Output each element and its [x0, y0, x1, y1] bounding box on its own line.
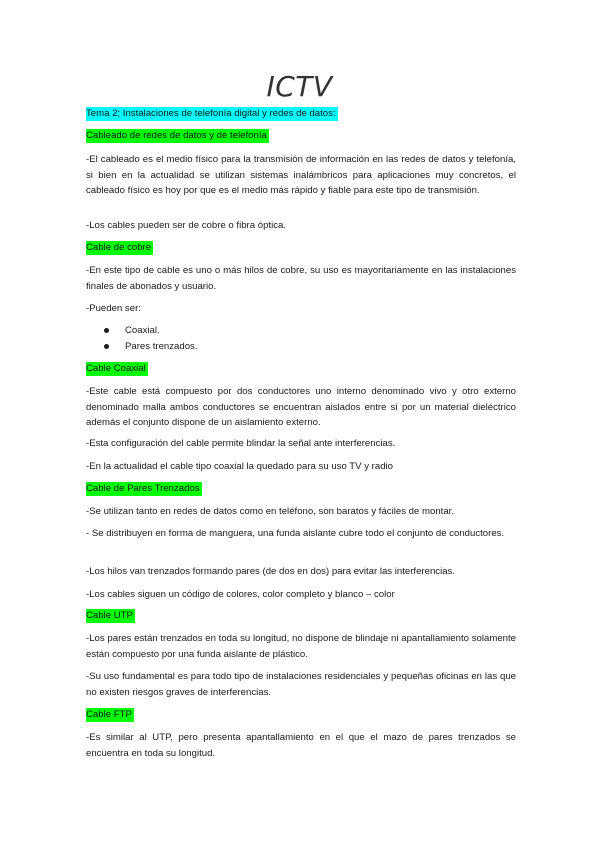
section-heading-row	[86, 128, 516, 144]
list-item	[104, 339, 504, 355]
paragraph: -En este tipo de cable es uno o más hilos de cobre, su uso es mayoritariamente en las instalaciones finales de abonados y usuario.	[86, 265, 516, 292]
paragraph: -Los cables pueden ser de cobre o fibra óptica.	[86, 220, 286, 231]
paragraph: -Es similar al UTP, pero presenta apantallamiento en el que el mazo de pares trenzados se encuentra en toda su longitud.	[86, 732, 516, 759]
bullet-icon	[104, 328, 109, 333]
section-heading-row	[86, 481, 516, 497]
section-heading-cable-cobre: Cable de cobre	[86, 242, 152, 253]
paragraph: -Los hilos van trenzados formando pares (de dos en dos) para evitar las interferencias.	[86, 566, 456, 577]
section-heading-row	[86, 608, 516, 624]
paragraph: -Pueden ser:	[86, 303, 141, 314]
section-heading-cableado: Cableado de redes de datos y de telefonía	[86, 130, 267, 141]
paragraph: - Se distribuyen en forma de manguera, una funda aislante cubre todo el conjunto de conductores.	[86, 528, 505, 539]
section-heading-pares-trenzados: Cable de Pares Trenzados	[86, 483, 200, 494]
paragraph: -El cableado es el medio físico para la transmisión de información en las redes de datos y telefonía, si bien en la actualidad se utilizan sistemas inalámbricos para aplicaciones muy concretos, el cableado físico es hoy por que es el medio más rápido y fiable para este tipo de transmisión.	[86, 154, 516, 197]
paragraph: -Su uso fundamental es para todo tipo de instalaciones residenciales y pequeñas oficinas en las que no existen riesgos graves de interferencias.	[86, 671, 516, 698]
list-item	[104, 323, 504, 339]
topic-heading: Tema 2; Instalaciones de telefonía digital y redes de datos:	[86, 108, 336, 119]
paragraph: -Esta configuración del cable permite blindar la señal ante interferencias.	[86, 438, 396, 449]
list-item-label: Pares trenzados.	[125, 340, 198, 352]
paragraph: -Los cables siguen un código de colores, color completo y blanco – color	[86, 589, 395, 600]
bullet-icon	[104, 344, 109, 349]
section-heading-row	[86, 240, 516, 256]
paragraph: -Los pares están trenzados en toda su longitud, no dispone de blindaje ni apantallamiento solamente están compuesto por una funda aislante de plástico.	[86, 633, 516, 660]
topic-line	[86, 106, 516, 122]
paragraph: -Este cable está compuesto por dos conductores uno interno denominado vivo y otro externo denominado malla ambos conductores se encuentran aislados entre sí por un material dieléctrico además el conjunto dispone de un aislamiento externo.	[86, 386, 516, 429]
bullet-list	[104, 323, 504, 354]
list-item-label: Coaxial.	[125, 325, 160, 336]
section-heading-utp: Cable UTP	[86, 610, 133, 621]
document-title: ICTV	[266, 70, 333, 103]
paragraph: -Se utilizan tanto en redes de datos como en teléfono, son baratos y fáciles de montar.	[86, 506, 454, 517]
paragraph: -En la actualidad el cable tipo coaxial la quedado para su uso TV y radio	[86, 461, 394, 472]
section-heading-row	[86, 361, 516, 377]
section-heading-ftp: Cable FTP	[86, 709, 132, 720]
section-heading-row	[86, 707, 516, 723]
section-heading-coaxial: Cable Coaxial	[86, 363, 146, 374]
